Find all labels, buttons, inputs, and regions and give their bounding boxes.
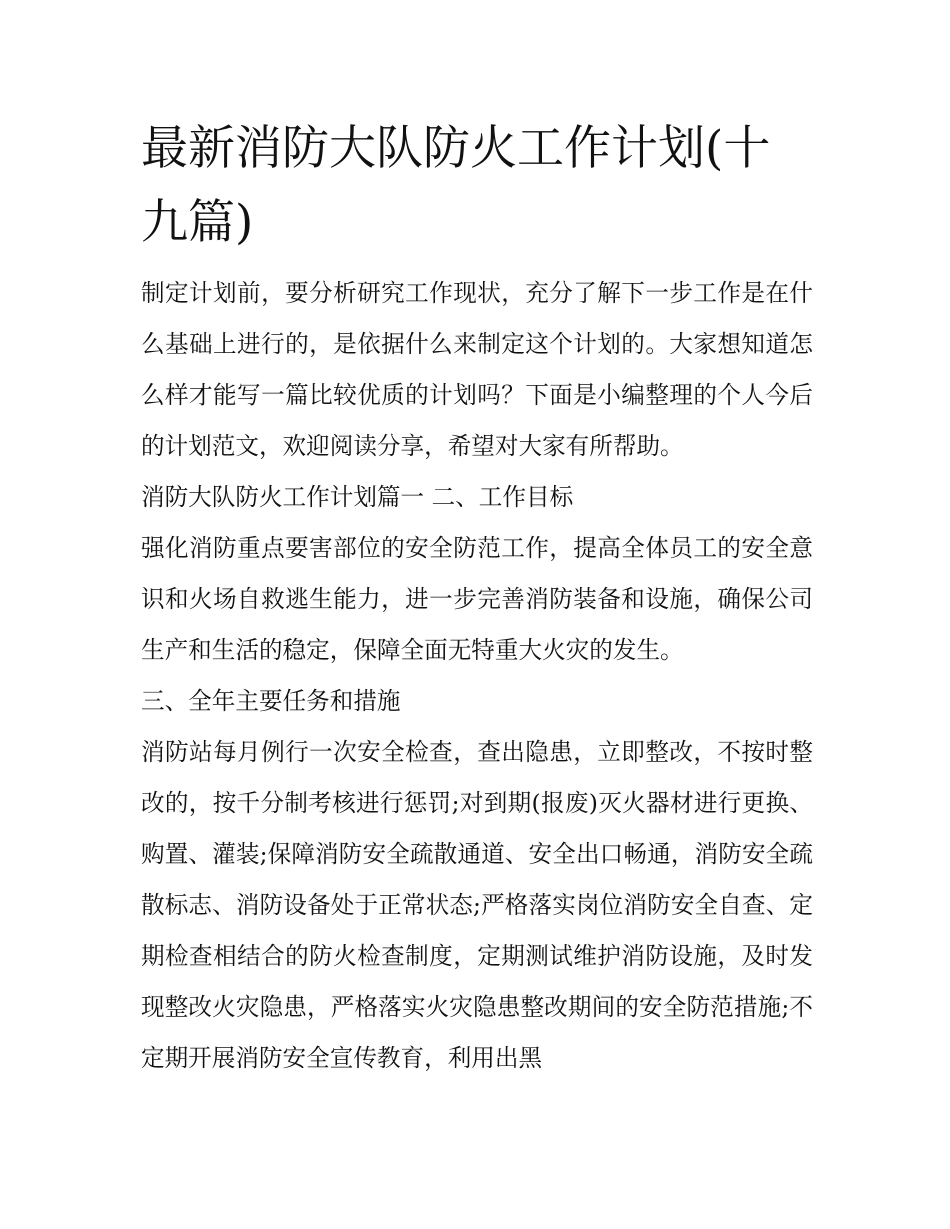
paragraph-goal: 强化消防重点要害部位的安全防范工作，提高全体员工的安全意识和火场自救逃生能力，进一步完善消防装备和设施，确保公司生产和生活的稳定，保障全面无特重大火灾的发生。 <box>141 534 813 664</box>
paragraph-tasks: 消防站每月例行一次安全检查，查出隐患，立即整改，不按时整改的，按千分制考核进行惩罚;对到期(报废)灭火器材进行更换、购置、灌装;保障消防安全疏散通道、安全出口畅通，消防安全疏散标志、消防设备处于正常状态;严格落实岗位消防安全自查、定期检查相结合的防火检查制度，定期测试维护消防设施，及时发现整改火灾隐患，严格落实火灾隐患整改期间的安全防范措施;不定期开展消防安全宣传教育，利用出黑 <box>141 738 813 1072</box>
paragraph-intro: 制定计划前，要分析研究工作现状，充分了解下一步工作是在什么基础上进行的，是依据什么来制定这个计划的。大家想知道怎么样才能写一篇比较优质的计划吗？下面是小编整理的个人今后的计划范文，欢迎阅读分享，希望对大家有所帮助。 <box>141 279 813 460</box>
paragraph-section-heading-goal: 消防大队防火工作计划篇一 二、工作目标 <box>141 483 574 511</box>
document-page <box>141 112 813 1084</box>
paragraph-section-heading-tasks: 三、全年主要任务和措施 <box>141 687 401 715</box>
document-body <box>141 268 813 1084</box>
document-title: 最新消防大队防火工作计划(十九篇) <box>141 121 771 250</box>
